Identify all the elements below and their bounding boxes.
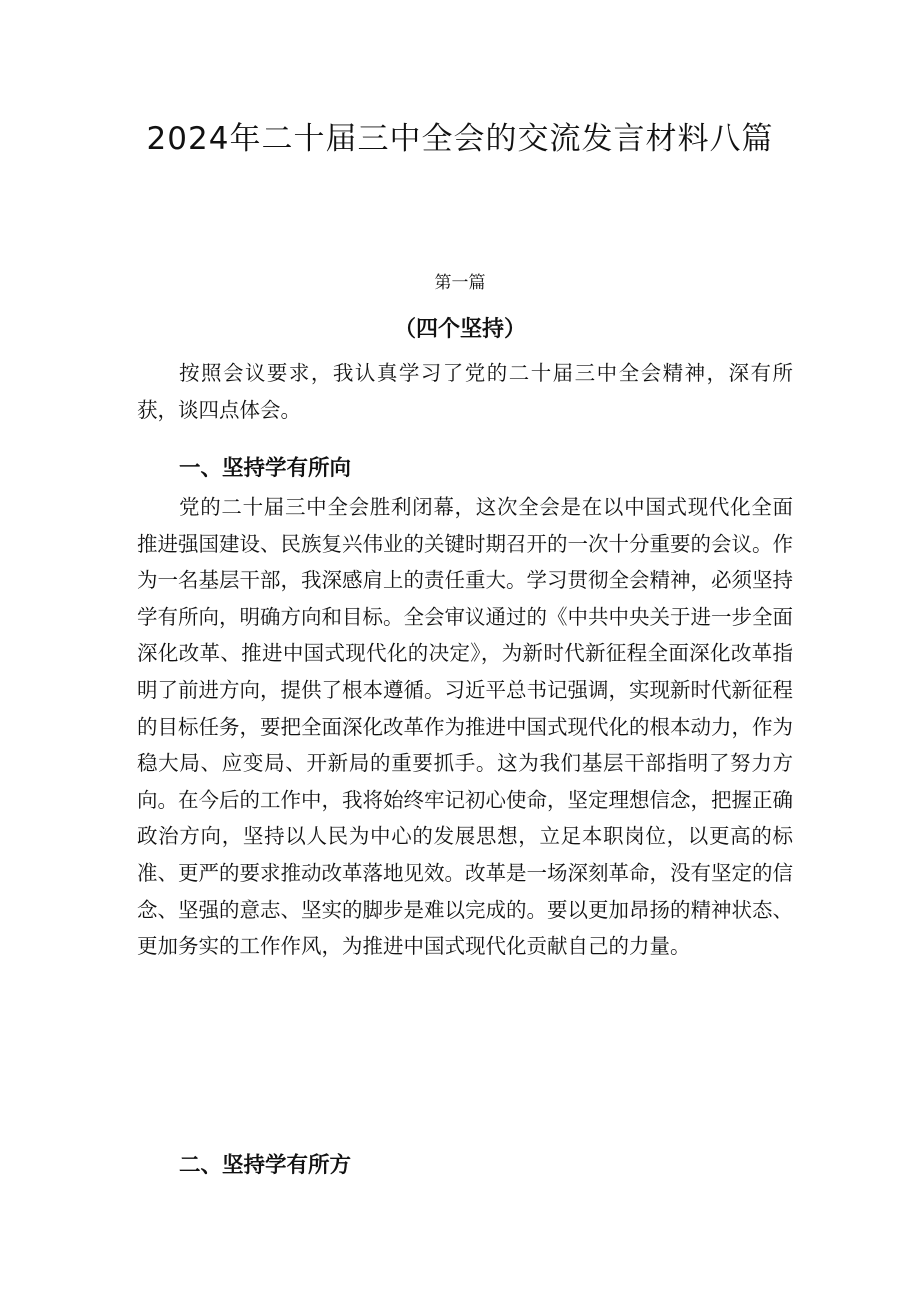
- section-subtitle: （四个坚持）: [393, 317, 526, 342]
- document-title: 2024年二十届三中全会的交流发言材料八篇: [146, 121, 774, 157]
- body-paragraph-one: 党的二十届三中全会胜利闭幕，这次全会是在以中国式现代化全面推进强国建设、民族复兴伟业的关键时期召开的一次十分重要的会议。作为一名基层干部，我深感肩上的责任重大。学习贯彻全会精神，必须坚持学有所向，明确方向和目标。全会审议通过的《中共中央关于进一步全面深化改革、推进中国式现代化的决定》，为新时代新征程全面深化改革指明了前进方向，提供了根本遵循。习近平总书记强调，实现新时代新征程的目标任务，要把全面深化改革作为推进中国式现代化的根本动力，作为稳大局、应变局、开新局的重要抓手。这为我们基层干部指明了努力方向。在今后的工作中，我将始终牢记初心使命，坚定理想信念，把握正确政治方向，坚持以人民为中心的发展思想，立足本职岗位，以更高的标准、更严的要求推动改革落地见效。改革是一场深刻革命，没有坚定的信念、坚强的意志、坚实的脚步是难以完成的。要以更加昂扬的精神状态、更加务实的工作作风，为推进中国式现代化贡献自己的力量。: [137, 495, 793, 959]
- heading-two: 二、坚持学有所方: [179, 1153, 352, 1178]
- intro-paragraph: 按照会议要求，我认真学习了党的二十届三中全会精神，深有所获，谈四点体会。: [137, 361, 793, 422]
- section-label: 第一篇: [434, 273, 486, 293]
- heading-one: 一、坚持学有所向: [179, 456, 352, 481]
